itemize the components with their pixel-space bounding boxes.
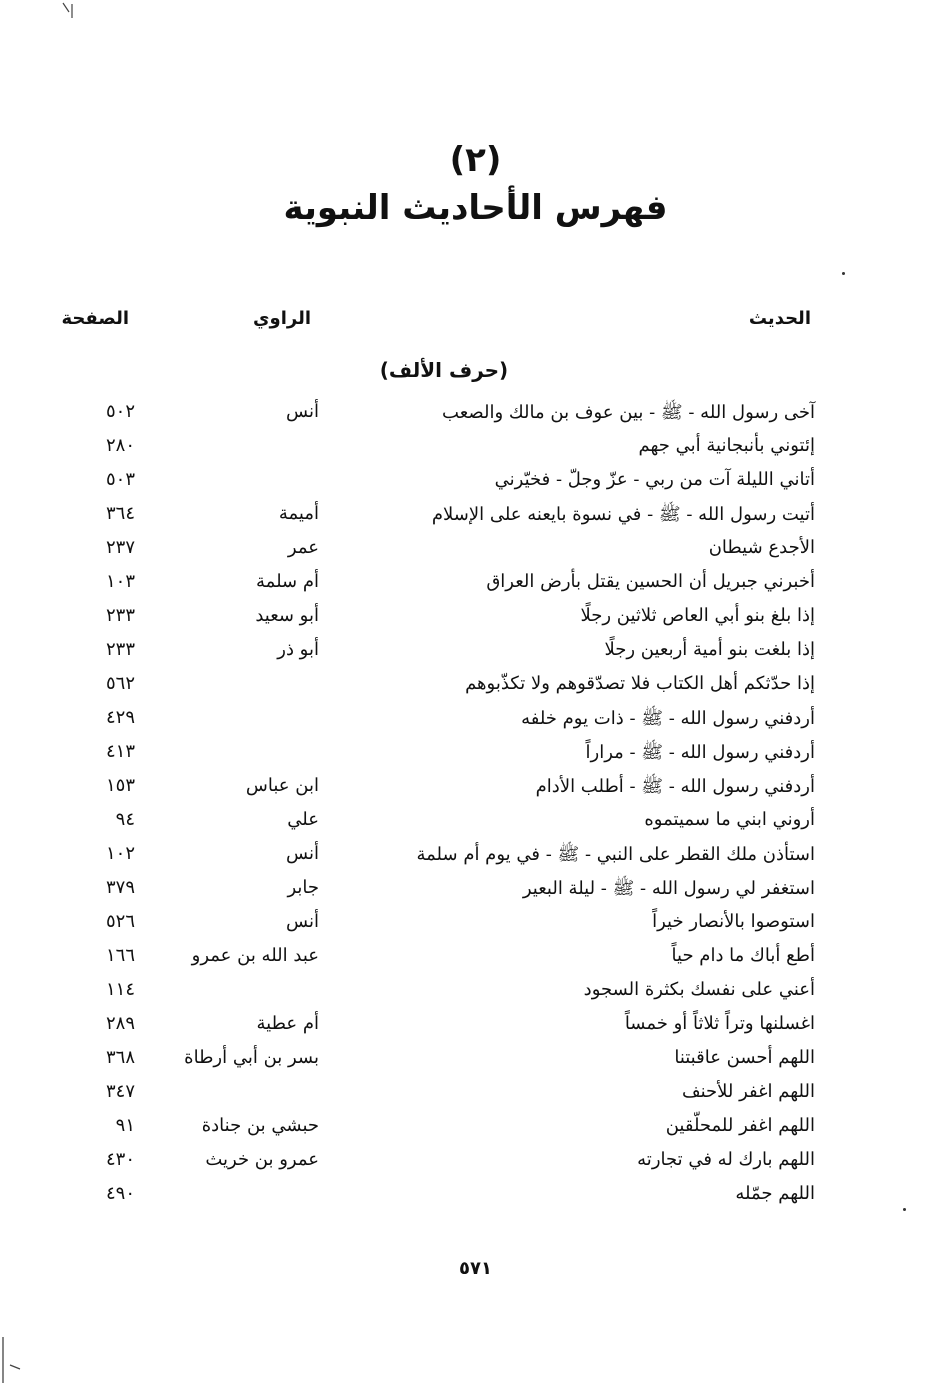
page-reference: ٣٦٨ — [105, 1047, 135, 1068]
narrator-name: أنس — [286, 843, 319, 864]
hadith-text: اللهم اغفر للمحلّقين — [665, 1115, 815, 1136]
narrator-name: أبو سعيد — [255, 605, 319, 626]
hadith-text: اللهم اغفر للأحنف — [681, 1081, 815, 1102]
hadith-text: إذا بلغ بنو أبي العاص ثلاثين رجلًا — [580, 605, 815, 626]
index-row — [0, 466, 951, 500]
narrator-name: حبشي بن جنادة — [201, 1115, 319, 1136]
index-row — [0, 908, 951, 942]
page-reference: ٢٣٧ — [105, 537, 135, 558]
column-header-narrator: الراوي — [253, 308, 311, 329]
narrator-name: ابن عباس — [245, 775, 319, 796]
index-row — [0, 602, 951, 636]
narrator-name: أنس — [286, 911, 319, 932]
index-row — [0, 670, 951, 704]
hadith-text: اللهم أحسن عاقبتنا — [674, 1047, 815, 1068]
index-row — [0, 1078, 951, 1112]
hadith-text: استأذن ملك القطر على النبي - ﷺ - في يوم أم سلمة — [416, 844, 815, 865]
narrator-name: أم عطية — [256, 1013, 319, 1034]
narrator-name: أنس — [286, 401, 319, 422]
page-reference: ٩١ — [115, 1115, 135, 1136]
index-row — [0, 874, 951, 908]
index-row — [0, 1146, 951, 1180]
index-row — [0, 976, 951, 1010]
index-row — [0, 500, 951, 534]
hadith-text: أردفني رسول الله - ﷺ - أطلب الأدام — [535, 776, 815, 797]
page-reference: ٢٨٠ — [105, 435, 135, 456]
index-row — [0, 772, 951, 806]
hadith-text: اللهم بارك له في تجارته — [637, 1149, 815, 1170]
page-reference: ٢٣٣ — [105, 605, 135, 626]
page-reference: ٤٩٠ — [105, 1183, 135, 1204]
hadith-text: أطع أباك ما دام حياً — [671, 945, 815, 966]
page-reference: ١١٤ — [105, 979, 135, 1000]
narrator-name: عبد الله بن عمرو — [191, 945, 319, 966]
hadith-text: أخبرني جبريل أن الحسين يقتل بأرض العراق — [486, 571, 815, 592]
narrator-name: أبو ذر — [277, 639, 319, 660]
page-reference: ٢٨٩ — [105, 1013, 135, 1034]
hadith-text: أتيت رسول الله - ﷺ - في نسوة بايعنه على الإسلام — [431, 504, 815, 525]
column-header-page: الصفحة — [61, 308, 129, 329]
index-row — [0, 840, 951, 874]
hadith-text: الأجدع شيطان — [708, 537, 815, 558]
narrator-name: أميمة — [278, 503, 319, 524]
page-reference: ١٠٣ — [105, 571, 135, 592]
index-row — [0, 942, 951, 976]
hadith-text: إذا بلغت بنو أمية أربعين رجلًا — [604, 639, 815, 660]
page-reference: ٤٣٠ — [105, 1149, 135, 1170]
narrator-name: جابر — [287, 877, 319, 898]
scan-artifact-mark — [0, 1335, 22, 1385]
page-reference: ٥٠٣ — [105, 469, 135, 490]
page-reference: ١٦٦ — [105, 945, 135, 966]
page-reference: ٤٢٩ — [105, 707, 135, 728]
page-reference: ١٥٣ — [105, 775, 135, 796]
page-reference: ٣٦٤ — [105, 503, 135, 524]
page-reference: ٥٦٢ — [105, 673, 135, 694]
column-header-hadith: الحديث — [748, 308, 811, 329]
page-reference: ١٠٢ — [105, 843, 135, 864]
page-reference: ٣٤٧ — [105, 1081, 135, 1102]
index-row — [0, 1010, 951, 1044]
narrator-name: بسر بن أبي أرطاة — [184, 1047, 319, 1068]
page-reference: ٢٣٣ — [105, 639, 135, 660]
page-reference: ٥٠٢ — [105, 401, 135, 422]
page-reference: ٣٧٩ — [105, 877, 135, 898]
hadith-text: اللهم جمّله — [735, 1183, 815, 1204]
narrator-name: عمرو بن خريث — [205, 1149, 319, 1170]
hadith-text: إئتوني بأنبجانية أبي جهم — [638, 435, 815, 456]
hadith-text: إذا حدّثكم أهل الكتاب فلا تصدّقوهم ولا تكذّبوهم — [465, 673, 815, 694]
index-row — [0, 534, 951, 568]
index-row — [0, 398, 951, 432]
index-row — [0, 636, 951, 670]
section-number: (٢) — [449, 140, 502, 180]
page-reference: ٤١٣ — [105, 741, 135, 762]
hadith-index-list — [0, 398, 951, 1214]
index-row — [0, 568, 951, 602]
index-row — [0, 432, 951, 466]
narrator-name: عمر — [287, 537, 319, 558]
index-row — [0, 704, 951, 738]
index-row — [0, 738, 951, 772]
index-row — [0, 1112, 951, 1146]
page-reference: ٩٤ — [115, 809, 135, 830]
hadith-text: اغسلنها وتراً ثلاثاً أو خمساً — [624, 1013, 815, 1034]
letter-section-heading: (حرف الألف) — [379, 358, 509, 382]
scan-speck — [842, 272, 845, 275]
scan-artifact-mark — [62, 2, 76, 20]
index-row — [0, 1044, 951, 1078]
page-title: فهرس الأحاديث النبوية — [283, 188, 668, 228]
index-row — [0, 806, 951, 840]
index-row — [0, 1180, 951, 1214]
hadith-text: أروني ابني ما سميتموه — [644, 809, 815, 830]
hadith-text: استغفر لي رسول الله - ﷺ - ليلة البعير — [522, 878, 815, 899]
hadith-text: أتاني الليلة آت من ربي - عزّ وجلّ - فخيّرني — [494, 469, 815, 490]
hadith-text: آخى رسول الله - ﷺ - بين عوف بن مالك والصعب — [442, 402, 815, 423]
page-reference: ٥٢٦ — [105, 911, 135, 932]
page-number: ٥٧١ — [459, 1258, 492, 1279]
narrator-name: علي — [287, 809, 319, 830]
hadith-text: استوصوا بالأنصار خيراً — [652, 911, 815, 932]
narrator-name: أم سلمة — [256, 571, 319, 592]
hadith-text: أعني على نفسك بكثرة السجود — [583, 979, 815, 1000]
hadith-text: أردفني رسول الله - ﷺ - مراراً — [585, 742, 815, 763]
hadith-text: أردفني رسول الله - ﷺ - ذات يوم خلفه — [521, 708, 815, 729]
